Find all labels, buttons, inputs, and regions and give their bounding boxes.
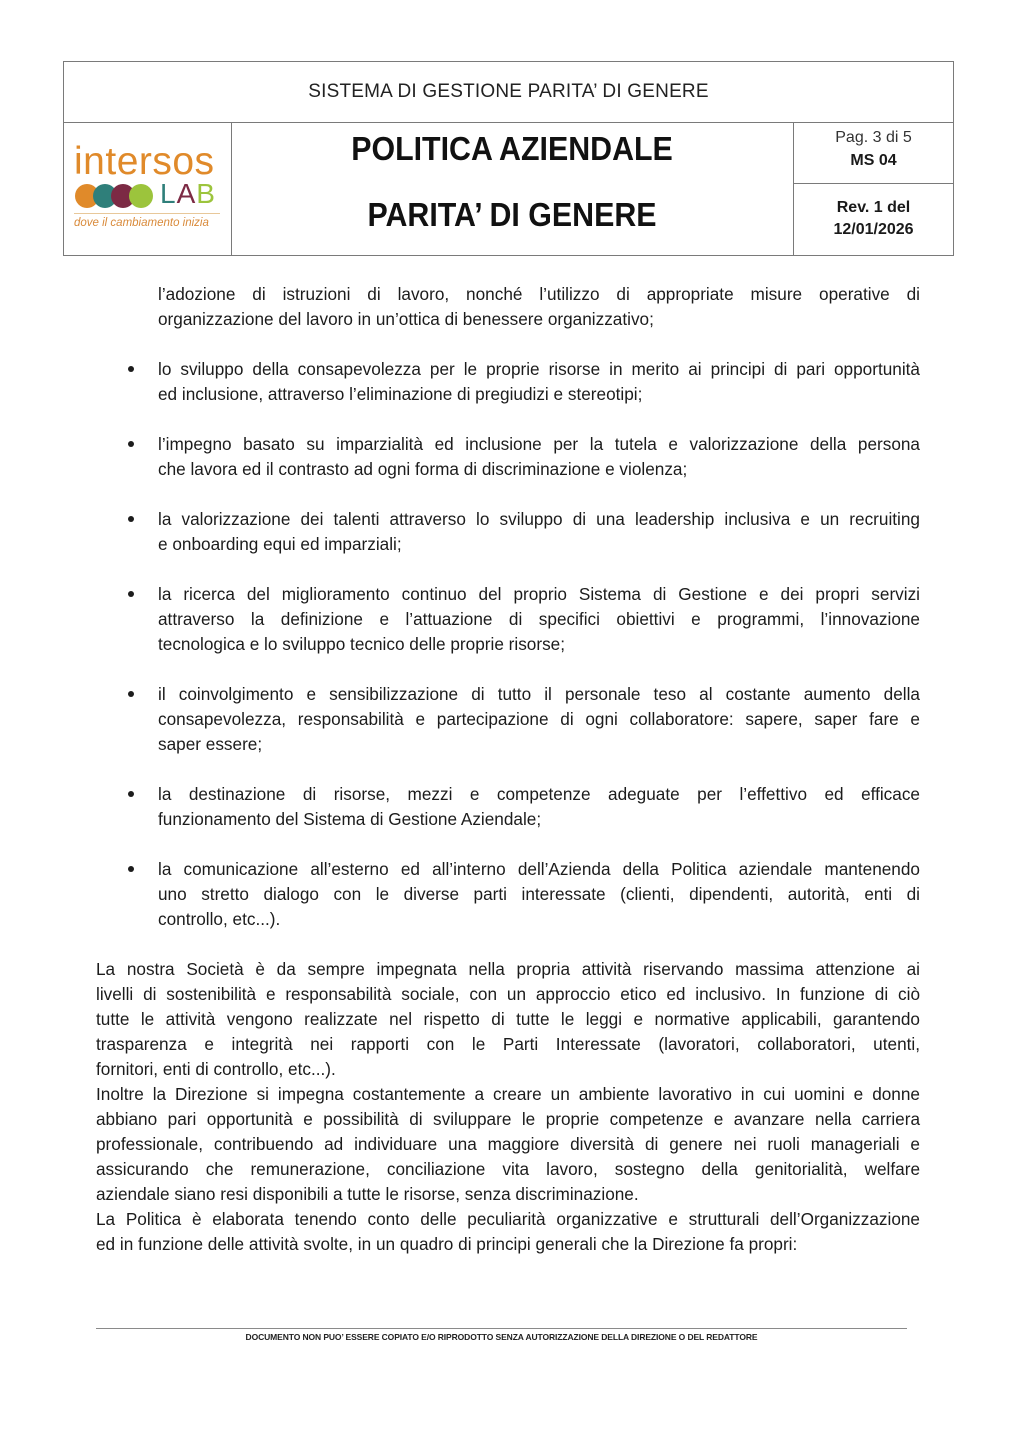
footer-rule xyxy=(96,1328,907,1329)
bullet-item-line: funzionamento del Sistema di Gestione Aziendale; xyxy=(158,809,542,829)
page-info xyxy=(794,122,953,184)
paragraph-line: tutte le attività vengono realizzate nel rispetto di tutte le leggi e normative applicabili, garantendo xyxy=(96,1009,920,1029)
bullet-icon xyxy=(126,357,136,367)
bullet-item-line: il coinvolgimento e sensibilizzazione di tutto il personale teso al costante aumento della xyxy=(158,684,920,704)
logo-divider xyxy=(74,213,220,214)
bullet-item-line: tecnologica e lo sviluppo tecnico delle proprie risorse; xyxy=(158,634,565,654)
bullet-item-line: la destinazione di risorse, mezzi e competenze adeguate per l’effettivo ed efficace xyxy=(158,784,920,804)
title-line-2: PARITA’ DI GENERE xyxy=(367,196,657,233)
revision-date: 12/01/2026 xyxy=(833,221,914,238)
bullet-icon xyxy=(126,432,136,442)
logo-lab-b: B xyxy=(196,178,216,209)
bullet-icon xyxy=(126,857,136,867)
page-number: Pag. 3 di 5 xyxy=(835,129,912,146)
paragraph-line: assicurando che remunerazione, conciliazione vita lavoro, sostegno della genitorialità, welfare xyxy=(96,1159,920,1179)
bullet-icon xyxy=(126,782,136,792)
bullet-icon xyxy=(126,682,136,692)
company-logo xyxy=(64,122,232,255)
paragraph-line: trasparenza e integrità nei rapporti con le Parti Interessate (lavoratori, collaboratori, utenti, xyxy=(96,1034,920,1054)
bullet-icon xyxy=(126,507,136,517)
logo-circles-icon xyxy=(75,184,165,208)
footer-notice: DOCUMENTO NON PUO’ ESSERE COPIATO E/O RIPRODOTTO SENZA AUTORIZZAZIONE DELLA DIREZIONE O DEL REDATTORE xyxy=(245,1332,758,1342)
paragraph-line: ed in funzione delle attività svolte, in un quadro di principi generali che la Direzione fa propri: xyxy=(96,1234,798,1254)
logo-tagline: dove il cambiamento inizia xyxy=(74,217,209,229)
revision xyxy=(794,197,953,241)
continued-item-line: organizzazione del lavoro in un’ottica di benessere organizzativo; xyxy=(158,309,654,329)
paragraph-line: La Politica è elaborata tenendo conto delle peculiarità organizzative e strutturali dell’Organizzazione xyxy=(96,1209,920,1229)
bullet-item-line: saper essere; xyxy=(158,734,263,754)
continued-item-line: l’adozione di istruzioni di lavoro, nonché l’utilizzo di appropriate misure operative di xyxy=(158,284,920,304)
revision-number: Rev. 1 del xyxy=(836,199,911,216)
logo-lab-a: A xyxy=(176,178,197,209)
logo-lab-l: L xyxy=(160,178,177,209)
logo-wordmark: intersos xyxy=(74,140,215,183)
bullet-item-line: che lavora ed il contrasto ad ogni forma di discriminazione e violenza; xyxy=(158,459,688,479)
doc-code: MS 04 xyxy=(850,152,897,169)
paragraph-line: professionale, contribuendo ad individuare una maggiore diversità di genere nei ruoli manageriali e xyxy=(96,1134,920,1154)
green-circle-icon xyxy=(129,184,153,208)
bullet-item-line: attraverso la definizione e l’attuazione di specifici obiettivi e programmi, l’innovazione xyxy=(158,609,920,629)
paragraph-line: abbiano pari opportunità e possibilità di sviluppare le proprie competenze e avanzare nella carriera xyxy=(96,1109,920,1129)
bullet-item-line: la ricerca del miglioramento continuo del proprio Sistema di Gestione e dei propri servizi xyxy=(158,584,920,604)
system-title: SISTEMA DI GESTIONE PARITA’ DI GENERE xyxy=(64,62,953,123)
paragraph-line: fornitori, enti di controllo, etc...). xyxy=(96,1059,336,1079)
bullet-item-line: uno stretto dialogo con le diverse parti interessate (clienti, dipendenti, autorità, enti di xyxy=(158,884,920,904)
bullet-item-line: ed inclusione, attraverso l’eliminazione di pregiudizi e stereotipi; xyxy=(158,384,643,404)
paragraph-line: livelli di sostenibilità e responsabilità sociale, con un approccio etico ed inclusivo. In funzione di ciò xyxy=(96,984,920,1004)
bullet-item-line: lo sviluppo della consapevolezza per le proprie risorse in merito ai principi di pari opportunità xyxy=(158,359,920,379)
bullet-item-line: la valorizzazione dei talenti attraverso lo sviluppo di una leadership inclusiva e un recruiting xyxy=(158,509,920,529)
document-meta xyxy=(793,122,953,255)
title-line-1: POLITICA AZIENDALE xyxy=(351,130,673,167)
document-header xyxy=(63,61,954,256)
revision-info xyxy=(794,183,953,255)
document-title xyxy=(231,122,793,255)
logo-lab xyxy=(160,180,216,208)
bullet-item-line: l’impegno basato su imparzialità ed inclusione per la tutela e valorizzazione della persona xyxy=(158,434,920,454)
bullet-item-line: e onboarding equi ed imparziali; xyxy=(158,534,402,554)
paragraph-line: aziendale siano resi disponibili a tutte le risorse, senza discriminazione. xyxy=(96,1184,639,1204)
paragraph-line: Inoltre la Direzione si impegna costantemente a creare un ambiente lavorativo in cui uomini e donne xyxy=(96,1084,920,1104)
bullet-item-line: consapevolezza, responsabilità e partecipazione di ogni collaboratore: sapere, saper fare e xyxy=(158,709,920,729)
bullet-item-line: la comunicazione all’esterno ed all’interno dell’Azienda della Politica aziendale mantenendo xyxy=(158,859,920,879)
bullet-icon xyxy=(126,582,136,592)
bullet-item-line: controllo, etc...). xyxy=(158,909,281,929)
paragraph-line: La nostra Società è da sempre impegnata nella propria attività riservando massima attenzione ai xyxy=(96,959,920,979)
